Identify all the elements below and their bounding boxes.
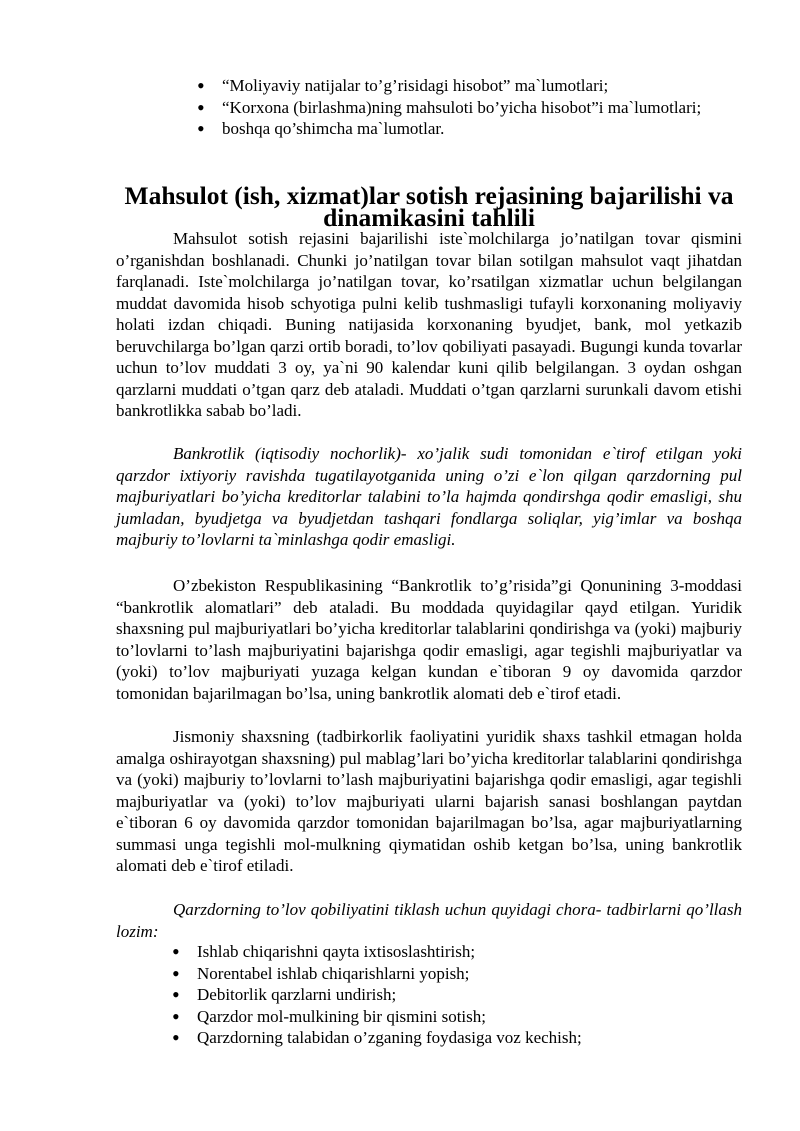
list-item: • Qarzdorning talabidan o’zganing foydasiga voz kechish; bbox=[172, 1027, 742, 1049]
list-item: • Debitorlik qarzlarni undirish; bbox=[172, 984, 742, 1006]
measures-list bbox=[172, 941, 742, 1049]
list-item: • boshqa qo’shimcha ma`lumotlar. bbox=[197, 118, 742, 140]
paragraph-bankruptcy-definition: Bankrotlik (iqtisodiy nochorlik)- xo’jalik sudi tomonidan e`tirof etilgan yoki qarzdor ixtiyoriy ravishda tugatilayotganida uning o’zi e`lon qilgan qarzdorning pul majburiyatlari bo’yicha kreditorlar talabini to’la hajmda qondirshga qodir emasligi, shu jumladan, byudjetga va byudjetdan tashqari fondlarga soliqlar, yig’imlar va boshqa majburiy to’lovlarni ta`minlashga qodir emasligi. bbox=[116, 444, 742, 549]
list-item: • Qarzdor mol-mulkining bir qismini sotish; bbox=[172, 1006, 742, 1028]
paragraph-law-article: O’zbekiston Respublikasining “Bankrotlik to’g’risida”gi Qonunining 3-moddasi “bankrotlik alomatlari” deb ataladi. Bu moddada quyidagilar qayd etilgan. Yuridik shaxsning pul majburiyatlari bo’yicha kreditorlar talablarini qondirishga va (yoki) majburiy to’lovlarni to’lash majburiyatini bajarishga qodir emasligi, agar tegishli majburiyatlar va (yoki) to’lov majburiyati yuzaga kelgan kundan e`tiboran 9 oy davomida qarzdor tomonidan bajarilmagan bo’lsa, uning bankrotlik alomati deb e`tirof etadi. bbox=[116, 576, 742, 703]
list-item: • “Moliyaviy natijalar to’g’risidagi hisobot” ma`lumotlari; bbox=[197, 75, 742, 97]
list-item: • Ishlab chiqarishni qayta ixtisoslashtirish; bbox=[172, 941, 742, 963]
list-item: • “Korxona (birlashma)ning mahsuloti bo’yicha hisobot”i ma`lumotlari; bbox=[197, 97, 742, 119]
section-heading: Mahsulot (ish, xizmat)lar sotish rejasining bajarilishi va dinamikasini tahlili bbox=[124, 181, 734, 232]
paragraph-individual: Jismoniy shaxsning (tadbirkorlik faoliyatini yuridik shaxs tashkil etmagan holda amalga oshirayotgan shaxsning) pul mablag’lari bo’yicha kreditorlar talablarini qondirishga va (yoki) majburiy to’lovlarni to’lash majburiyatini bajarishga qodir emasligi, agar tegishli majburiyatlar va (yoki) to’lov majburiyati ularni bajarish sanasi boshlangan paytdan e`tiboran 6 oy davomida qarzdor tomonidan bajarilmagan bo’lsa, agar majburiyatlarning summasi unga tegishli mol-mulkning qiymatidan oshib ketgan bo’lsa, uning bankrotlik alomati deb e`tirof etiladi. bbox=[116, 727, 742, 875]
paragraph-measures-intro: Qarzdorning to’lov qobiliyatini tiklash uchun quyidagi chora- tadbirlarni qo’llash lozim: bbox=[116, 900, 742, 941]
list-item: • Norentabel ishlab chiqarishlarni yopish; bbox=[172, 963, 742, 985]
paragraph-sales-plan: Mahsulot sotish rejasini bajarilishi iste`molchilarga jo’natilgan tovar qismini o’rganishdan boshlanadi. Chunki jo’natilgan tovar bilan sotilgan mahsulot vaqt jihatdan farqlanadi. Iste`molchilarga jo’natilgan tovar, ko’rsatilgan xizmatlar uchun belgilangan muddat davomida hisob schyotiga pulni kelib tushmasligi tufayli korxonaning moliyaviy holati izdan chiqadi. Buning natijasida korxonaning byudjet, bank, mol yetkazib beruvchilarga bo’lgan qarzi ortib boradi, to’lov qobiliyati pasayadi. Bugungi kunda tovarlar uchun to’lov muddati 3 oy, ya`ni 90 kalendar kuni qilib belgilangan. 3 oydan oshgan qarzlarni muddati o’tgan qarz deb ataladi. Muddati o’tgan qarzlarni surunkali davom etishi bankrotlikka sabab bo’ladi. bbox=[116, 229, 742, 420]
source-list bbox=[197, 75, 742, 140]
